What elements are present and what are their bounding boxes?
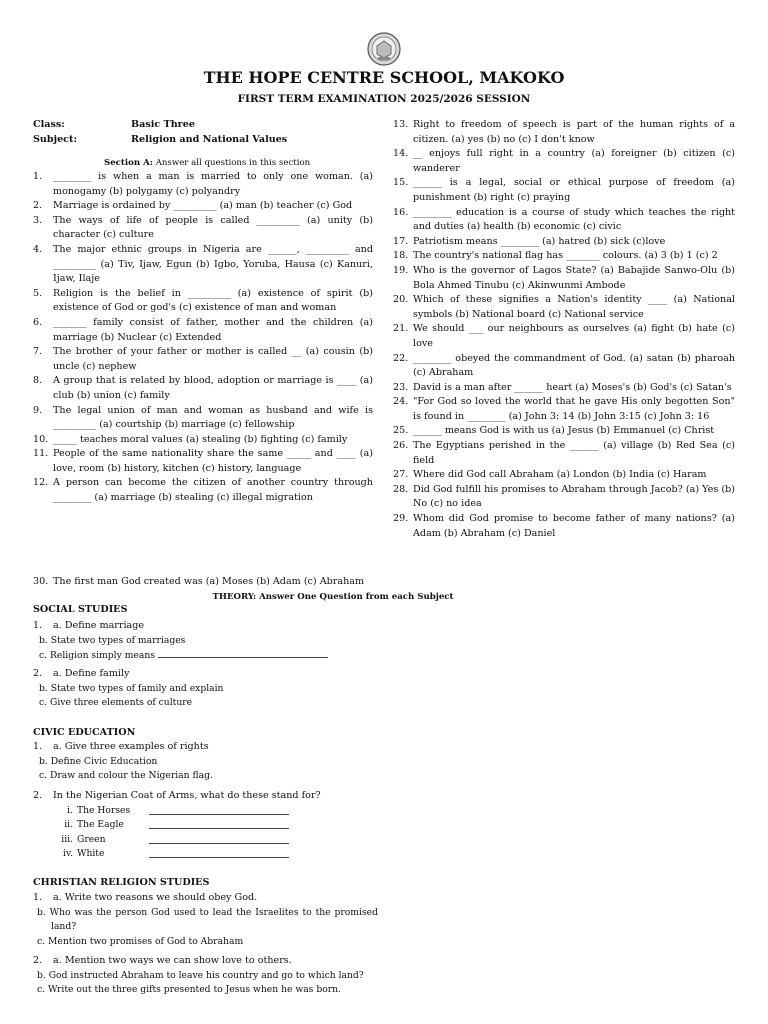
question-item: 1. ________ is when a man is married to only one woman. (a) monogamy (b) polygamy (c) polyandry [33, 171, 373, 197]
exam-meta [33, 118, 373, 147]
civic-q1: 1. a. Give three examples of rights b. Define Civic Education c. Draw and colour the Nigerian flag. [33, 741, 213, 782]
section-a-title: Section A: [104, 158, 153, 168]
question-item: 8. A group that is related by blood, adoption or marriage is ____ (a) club (b) union (c) family [33, 375, 373, 401]
answer-line[interactable] [149, 818, 289, 829]
coat-of-arms-item: iii. Green [33, 833, 378, 848]
coat-of-arms-item: i. The Horses [33, 804, 378, 819]
answer-line[interactable] [158, 648, 328, 658]
question-item: 7. The brother of your father or mother is called __ (a) cousin (b) uncle (c) nephew [33, 346, 373, 372]
question-item: 15. ______ is a legal, social or ethical purpose of freedom (a) punishment (b) right (c) praying [393, 177, 735, 203]
social-q1: 1. a. Define marriage b. State two types of marriages c. Religion simply means [33, 619, 378, 664]
objectives-left [33, 170, 373, 506]
question-item: 14. __ enjoys full right in a country (a) foreigner (b) citizen (c) wanderer [393, 148, 735, 174]
question-item: 21. We should ___ our neighbours as ourselves (a) fight (b) hate (c) love [393, 323, 735, 349]
social-studies-heading: SOCIAL STUDIES [33, 604, 128, 615]
question-item: 9. The legal union of man and woman as husband and wife is _________ (a) courtship (b) marriage (c) fellowship [33, 404, 373, 431]
exam-title: FIRST TERM EXAMINATION 2025/2026 SESSION [237, 93, 531, 105]
question-item: 27. Where did God call Abraham (a) London (b) India (c) Haram [393, 469, 707, 481]
question-item: 24. "For God so loved the world that he gave His only begotten Son" is found in ________ (a) John 3: 14 (b) John 3:15 (c) John 3: 16 [393, 396, 735, 422]
objective-30 [33, 575, 373, 590]
crs-q1: 1. a. Write two reasons we should obey God. b. Who was the person God used to lead the Israelites to the promised land? c. Mention two promises of God to Abraham [33, 892, 378, 947]
crs-q2: 2. a. Mention two ways we can show love to others. b. God instructed Abraham to leave his country and go to which land? c. Write out the three gifts presented to Jesus when he was born. [33, 955, 364, 996]
question-item: 19. Who is the governor of Lagos State? (a) Babajide Sanwo-Olu (b) Bola Ahmed Tinubu (c) Akinwunmi Ambode [393, 264, 735, 291]
civic-education-heading: CIVIC EDUCATION [33, 727, 136, 738]
theory-heading: THEORY: Answer One Question from each Subject [212, 592, 454, 602]
question-item: 3. The ways of life of people is called _________ (a) unity (b) character (c) culture [33, 214, 373, 241]
question-item: 12. A person can become the citizen of another country through ________ (a) marriage (b) stealing (c) illegal migration [33, 477, 373, 504]
question-item: 2. Marriage is ordained by _________ (a) man (b) teacher (c) God [33, 200, 353, 212]
school-name: THE HOPE CENTRE SCHOOL, MAKOKO [203, 68, 565, 87]
question-item: 26. The Egyptians perished in the ______ (a) village (b) Red Sea (c) field [393, 440, 735, 466]
question-item: 6. _______ family consist of father, mother and the children (a) marriage (b) Nuclear (c) Extended [33, 316, 373, 343]
question-item: 13. Right to freedom of speech is part of the human rights of a citizen. (a) yes (b) no (c) I don't know [393, 119, 735, 145]
question-item: 4. The major ethnic groups in Nigeria are ______, _________ and _________ (a) Tiv, Ijaw, Egun (b) Igbo, Yoruba, Hausa (c) Kanuri, Ijaw, Ilaje [33, 243, 373, 285]
coat-of-arms-item: ii. The Eagle [33, 818, 378, 833]
subject-label: Subject: [33, 133, 78, 145]
school-logo [367, 32, 401, 66]
answer-line[interactable] [149, 804, 289, 815]
question-item: 5. Religion is the belief in _________ (a) existence of spirit (b) existence of God or god's (c) existence of man and woman [33, 287, 373, 314]
question-item: 11. People of the same nationality share the same _____ and ____ (a) love, room (b) history, kitchen (c) history, language [33, 448, 373, 474]
question-item: 25. ______ means God is with us (a) Jesus (b) Emmanuel (c) Christ [393, 425, 715, 437]
section-a-heading [104, 156, 404, 171]
question-item: 17. Patriotism means ________ (a) hatred (b) sick (c)love [393, 235, 666, 247]
civic-q2: 2. In the Nigerian Coat of Arms, what do these stand for? i. The Horses ii. The Eagle iii. Green iv. White [33, 789, 378, 862]
class-label: Class: [33, 119, 65, 130]
question-item: 30. The first man God created was (a) Moses (b) Adam (c) Abraham [33, 576, 365, 587]
section-a-instruction: Answer all questions in this section [155, 158, 311, 168]
question-item: 18. The country's national flag has _______ colours. (a) 3 (b) 1 (c) 2 [393, 250, 718, 262]
question-item: 10. _____ teaches moral values (a) stealing (b) fighting (c) family [33, 433, 348, 445]
answer-line[interactable] [149, 847, 289, 858]
crs-heading: CHRISTIAN RELIGION STUDIES [33, 877, 210, 888]
social-q2: 2. a. Define family b. State two types of family and explain c. Give three elements of culture [33, 668, 224, 709]
question-item: 16. ________ education is a course of study which teaches the right and duties (a) health (b) economic (c) civic [393, 206, 735, 233]
question-item: 23. David is a man after ______ heart (a) Moses's (b) God's (c) Satan's [393, 381, 732, 393]
answer-line[interactable] [149, 833, 289, 844]
question-item: 22. ________ obeyed the commandment of God. (a) satan (b) pharoah (c) Abraham [393, 352, 735, 379]
class-value: Basic Three [131, 119, 195, 130]
question-item: 20. Which of these signifies a Nation's identity ____ (a) National symbols (b) National board (c) National service [393, 294, 735, 320]
coat-of-arms-item: iv. White [33, 847, 378, 862]
subject-value: Religion and National Values [131, 133, 288, 145]
question-item: 29. Whom did God promise to become father of many nations? (a) Adam (b) Abraham (c) Daniel [393, 513, 735, 539]
question-item: 28. Did God fulfill his promises to Abraham through Jacob? (a) Yes (b) No (c) no idea [393, 483, 735, 510]
objectives-right [393, 118, 735, 541]
